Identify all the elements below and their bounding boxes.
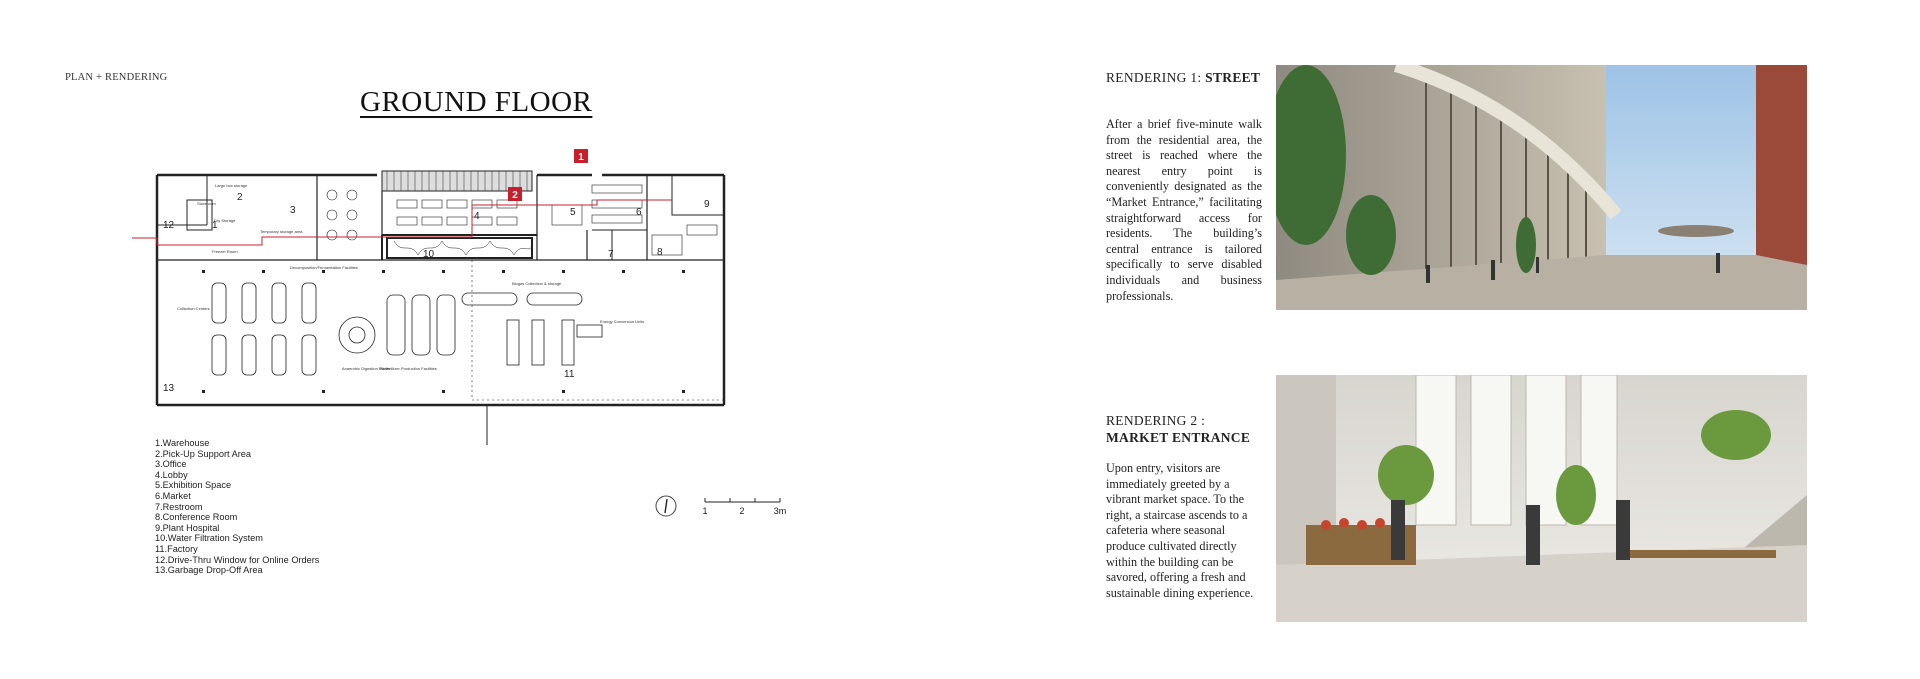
legend-item: 3.Office — [155, 459, 187, 470]
room-number-2: 2 — [237, 192, 243, 203]
rendering1-heading — [1106, 69, 1260, 86]
legend-item: 1.Warehouse — [155, 438, 210, 448]
room-number-4: 4 — [474, 211, 480, 222]
label-decomposition: Decomposition/Fermentation Facilities — [290, 265, 358, 270]
label-biofertilizer: Biofertilizer Production Facilities — [380, 366, 437, 371]
label-freezer-room: Freezer Room — [212, 249, 238, 254]
market-entrance-rendering-image — [1276, 375, 1807, 622]
legend-item: 13.Garbage Drop-Off Area — [155, 565, 263, 576]
section-eyebrow: PLAN + RENDERING — [65, 72, 168, 83]
legend-item: 8.Conference Room — [155, 512, 238, 523]
room-number-7: 7 — [608, 249, 614, 260]
room-number-6: 6 — [636, 207, 642, 218]
north-arrow-icon — [654, 494, 678, 523]
rendering2-description: Upon entry, visitors are immediately greeted by a vibrant market space. To the right, a staircase ascends to a cafeteria where seasonal produce cultivated directly within the building can be savored, offering a fresh and sustainable dining experience. — [1106, 461, 1254, 600]
room-number-11: 11 — [564, 369, 575, 380]
room-number-3: 3 — [290, 205, 296, 216]
label-biogas: Biogas Collection & storage — [512, 281, 562, 286]
legend-item: 2.Pick-Up Support Area — [155, 448, 252, 459]
room-legend — [155, 438, 319, 576]
room-number-5: 5 — [570, 207, 576, 218]
view-marker-1[interactable] — [574, 149, 588, 163]
legend-item: 6.Market — [155, 490, 191, 501]
room-number-9: 9 — [704, 199, 710, 210]
view-marker-2[interactable] — [508, 187, 522, 201]
label-collection-centers: Collection Centers — [177, 306, 210, 311]
legend-item: 9.Plant Hospital — [155, 522, 220, 533]
ground-floor-plan — [132, 145, 832, 445]
rendering1-description: After a brief five-minute walk from the residential area, the street is reached where the nearest entry point is conveniently designated as the “Market Entrance,” facilitating straightforward access for residents. The building’s central entrance is tailored specifically to serve disabled individuals and business professionals. — [1106, 117, 1262, 303]
room-number-12: 12 — [163, 220, 175, 231]
room-number-1: 1 — [212, 220, 218, 231]
rendering2-heading — [1106, 412, 1256, 446]
street-rendering-image — [1276, 65, 1807, 310]
label-energy-conversion: Energy Conversion Units — [600, 319, 645, 324]
label-large-box-storage: Large box storage — [215, 183, 248, 188]
legend-item: 5.Exhibition Space — [155, 480, 232, 491]
rendering1-label: RENDERING 1: — [1106, 70, 1206, 85]
room-number-13: 13 — [163, 383, 175, 394]
label-temporary-storage: Temporary storage area — [260, 229, 303, 234]
svg-text:2: 2 — [512, 190, 518, 201]
svg-text:1: 1 — [578, 152, 584, 163]
legend-item: 10.Water Filtration System — [155, 533, 263, 544]
scale-label: 3m — [773, 506, 787, 516]
room-number-8: 8 — [657, 247, 663, 258]
label-storeroom: Storeroom — [197, 201, 216, 206]
rendering2-name: MARKET ENTRANCE — [1106, 430, 1251, 445]
room-number-10: 10 — [423, 249, 435, 260]
legend-item: 12.Drive-Thru Window for Online Orders — [155, 554, 320, 565]
scale-bar — [700, 494, 790, 523]
legend-item: 4.Lobby — [155, 469, 188, 480]
scale-label: 1 — [702, 506, 708, 516]
legend-item: 7.Restroom — [155, 501, 203, 512]
rendering2-label: RENDERING 2 : — [1106, 413, 1206, 428]
label-anaerobic: Anaerobic Digestion Plants — [342, 366, 391, 371]
legend-item: 11.Factory — [155, 543, 198, 554]
page-title: GROUND FLOOR — [360, 86, 593, 118]
scale-label: 2 — [739, 506, 745, 516]
rendering1-name: STREET — [1205, 70, 1261, 85]
label-dry-storage: Dry Storage — [214, 218, 236, 223]
